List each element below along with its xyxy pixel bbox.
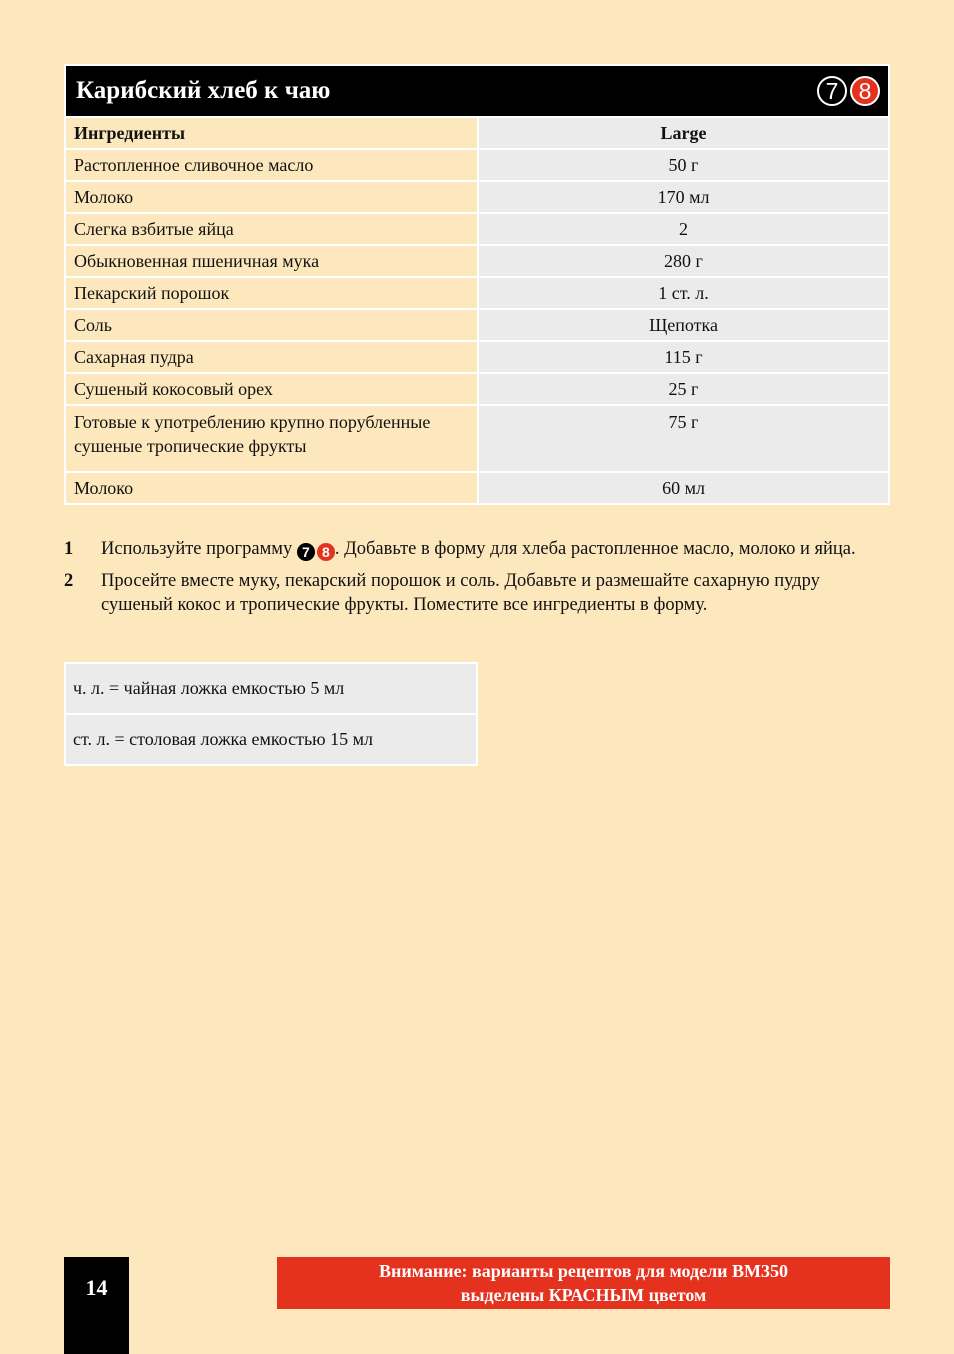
table-row — [66, 341, 888, 373]
ingredients-table — [66, 118, 888, 503]
step-text-before: Используйте программу — [101, 539, 293, 559]
column-header-size: Large — [478, 118, 888, 149]
measures-legend — [64, 662, 478, 766]
instruction-step — [64, 537, 884, 561]
instructions — [64, 537, 884, 625]
instruction-step — [64, 569, 884, 617]
step-text — [101, 537, 856, 561]
ingredient-name: Молоко — [66, 181, 478, 213]
ingredient-name: Соль — [66, 309, 478, 341]
ingredient-name: Обыкновенная пшеничная мука — [66, 245, 478, 277]
ingredient-name: Слегка взбитые яйца — [66, 213, 478, 245]
table-row — [66, 373, 888, 405]
page-number: 14 — [64, 1257, 129, 1354]
notice-line-1: Внимание: варианты рецептов для модели BM350 — [378, 1261, 789, 1281]
ingredient-amount: 75 г — [478, 405, 888, 472]
step-text: Просейте вместе муку, пекарский порошок и соль. Добавьте и размешайте сахарную пудру сушеный кокос и тропические фрукты. Поместите все ингредиенты в форму. — [101, 571, 820, 615]
ingredient-name: Готовые к употреблению крупно порубленные сушеные тропические фрукты — [66, 405, 478, 472]
table-row — [66, 181, 888, 213]
program-7-icon: 7 — [817, 76, 847, 106]
recipe-title: Карибский хлеб к чаю — [76, 77, 331, 104]
program-icons — [817, 76, 880, 106]
ingredient-amount: Щепотка — [478, 309, 888, 341]
ingredient-amount: 170 мл — [478, 181, 888, 213]
column-header-ingredients: Ингредиенты — [66, 118, 478, 149]
program-icons-inline — [297, 543, 335, 561]
table-row — [66, 277, 888, 309]
ingredient-amount: 60 мл — [478, 472, 888, 503]
recipe-card — [64, 64, 890, 505]
program-7-icon: 7 — [297, 543, 315, 561]
notice-line-2: выделены КРАСНЫМ цветом — [460, 1285, 707, 1305]
program-8-icon: 8 — [850, 76, 880, 106]
ingredient-amount: 280 г — [478, 245, 888, 277]
table-row — [66, 245, 888, 277]
ingredient-name: Сушеный кокосовый орех — [66, 373, 478, 405]
table-row — [66, 213, 888, 245]
ingredient-name: Пекарский порошок — [66, 277, 478, 309]
ingredient-name: Молоко — [66, 472, 478, 503]
ingredient-amount: 25 г — [478, 373, 888, 405]
ingredient-amount: 50 г — [478, 149, 888, 181]
step-text-after: . Добавьте в форму для хлеба растопленное масло, молоко и яйца. — [334, 539, 856, 559]
measure-tablespoon: ст. л. = столовая ложка емкостью 15 мл — [66, 713, 476, 764]
ingredient-amount: 2 — [478, 213, 888, 245]
table-row — [66, 405, 888, 472]
step-number: 2 — [64, 571, 74, 591]
table-row — [66, 149, 888, 181]
measure-teaspoon: ч. л. = чайная ложка емкостью 5 мл — [66, 664, 476, 713]
ingredient-amount: 115 г — [478, 341, 888, 373]
table-row — [66, 309, 888, 341]
model-notice-banner — [277, 1257, 890, 1309]
table-header-row — [66, 118, 888, 149]
ingredient-amount: 1 ст. л. — [478, 277, 888, 309]
table-row — [66, 472, 888, 503]
recipe-header — [66, 66, 888, 118]
step-number: 1 — [64, 539, 74, 559]
ingredient-name: Сахарная пудра — [66, 341, 478, 373]
ingredient-name: Растопленное сливочное масло — [66, 149, 478, 181]
program-8-icon: 8 — [317, 543, 335, 561]
